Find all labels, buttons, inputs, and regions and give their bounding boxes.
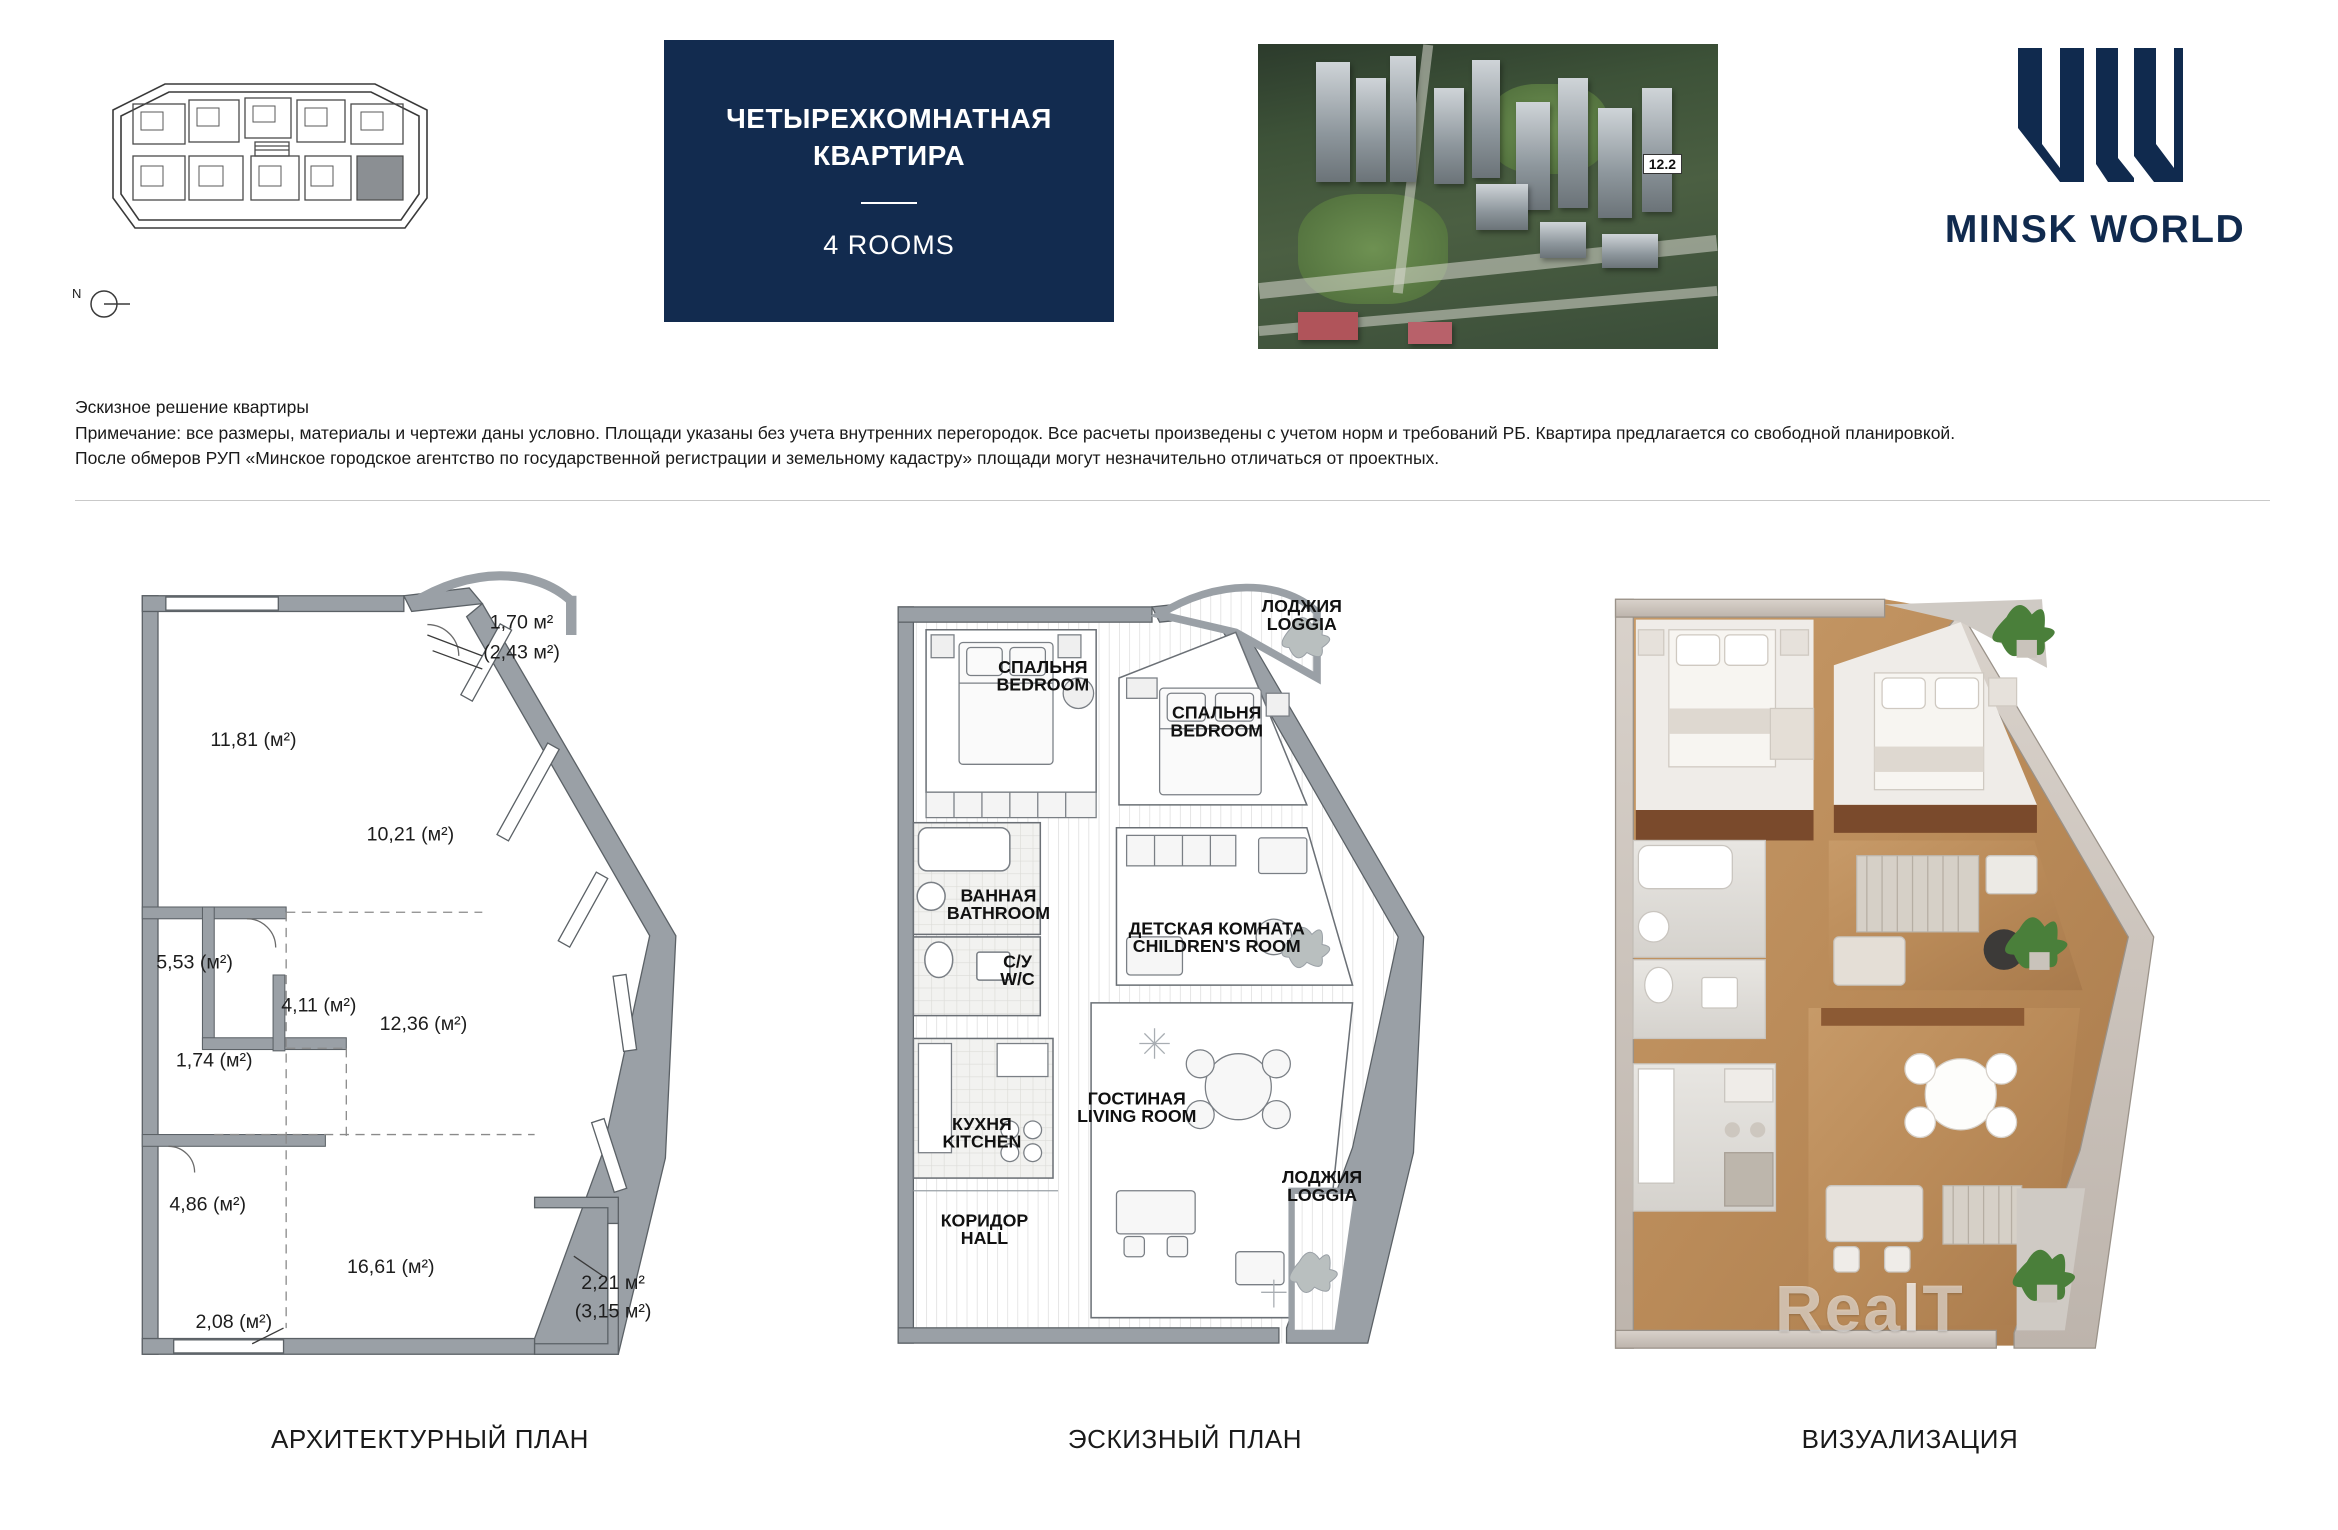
architectural-plan-drawing xyxy=(90,540,770,1410)
architectural-plan-panel xyxy=(90,540,770,1454)
room-label-bedroom-1-ru: СПАЛЬНЯ xyxy=(998,656,1088,677)
room-label-loggia-bottom-ru: ЛОДЖИЯ xyxy=(1281,1167,1363,1188)
visualization-panel xyxy=(1580,540,2240,1454)
watermark-text-right: T xyxy=(1922,1271,1965,1345)
room-label-loggia-top-ru: ЛОДЖИЯ xyxy=(1261,596,1342,616)
aerial-building-tag: 12.2 xyxy=(1643,154,1682,174)
plans-row xyxy=(0,540,2338,1454)
title-en: 4 ROOMS xyxy=(823,230,955,261)
room-label-kitchen-ru: КУХНЯ xyxy=(952,1113,1012,1134)
sketch-plan-drawing xyxy=(855,540,1515,1410)
watermark-text-dot: l xyxy=(1902,1271,1923,1345)
room-label-bathroom-en: BATHROOM xyxy=(946,903,1051,924)
mw-logo-icon xyxy=(2008,40,2183,190)
building-key-plan xyxy=(105,70,435,245)
apartment-title-box xyxy=(664,40,1114,322)
area-label-bedroom-2: 10,21 (м²) xyxy=(366,823,455,846)
north-arrow xyxy=(70,280,150,326)
room-label-hall-ru: КОРИДОР xyxy=(940,1210,1029,1231)
caption-visualization: ВИЗУАЛИЗАЦИЯ xyxy=(1801,1424,2019,1454)
room-label-kitchen-en: KITCHEN xyxy=(942,1131,1022,1152)
room-label-children-en: CHILDREN'S ROOM xyxy=(1132,936,1301,957)
area-label-bathroom: 5,53 (м²) xyxy=(156,951,233,974)
room-label-living-en: LIVING ROOM xyxy=(1077,1106,1197,1127)
title-separator xyxy=(861,202,917,204)
room-label-bathroom-ru: ВАННАЯ xyxy=(960,885,1037,906)
room-label-loggia-top-en: LOGGIA xyxy=(1266,613,1337,634)
sketch-plan-panel xyxy=(855,540,1515,1454)
header-divider xyxy=(75,500,2270,501)
area-label-wc: 1,74 (м²) xyxy=(175,1049,253,1072)
area-label-children-room: 12,36 (м²) xyxy=(379,1012,468,1035)
room-label-hall-en: HALL xyxy=(960,1228,1009,1249)
area-label-loggia-top: 1,70 м² xyxy=(489,611,554,634)
aerial-district-photo xyxy=(1258,44,1718,349)
room-label-living-ru: ГОСТИНАЯ xyxy=(1087,1088,1186,1109)
area-label-loggia-bottom-total: (3,15 м²) xyxy=(574,1300,652,1323)
title-ru-line1: ЧЕТЫРЕХКОМНАТНАЯ xyxy=(726,102,1052,134)
room-label-bedroom-2-ru: СПАЛЬНЯ xyxy=(1172,702,1262,723)
brand-name: MINSK WORLD xyxy=(1944,208,2246,251)
note-line-2: После обмеров РУП «Минское городское агентство по государственной регистрации и земельному кадастру» площади могут незначительно отличаться от проектных. xyxy=(75,448,1440,469)
room-label-children-ru: ДЕТСКАЯ КОМНАТА xyxy=(1128,918,1305,939)
area-label-loggia-top-total: (2,43 м²) xyxy=(483,641,560,664)
visualization-render xyxy=(1580,540,2240,1410)
room-label-wc-ru: С/У xyxy=(1003,951,1032,972)
room-label-loggia-bottom-en: LOGGIA xyxy=(1287,1184,1358,1205)
header xyxy=(0,0,2338,360)
north-label: N xyxy=(72,286,82,301)
room-label-bedroom-2-en: BEDROOM xyxy=(1170,720,1264,741)
note-title: Эскизное решение квартиры xyxy=(75,397,309,417)
area-label-corridor-inner: 4,11 (м²) xyxy=(281,994,357,1017)
disclaimer-note xyxy=(75,395,2265,472)
area-label-living-room: 16,61 (м²) xyxy=(346,1256,435,1279)
room-label-bedroom-1-en: BEDROOM xyxy=(996,674,1090,695)
room-label-wc-en: W/C xyxy=(1000,969,1035,990)
area-label-hall: 2,08 (м²) xyxy=(195,1311,273,1334)
area-label-bedroom-1: 11,81 (м²) xyxy=(210,729,297,752)
caption-sketch: ЭСКИЗНЫЙ ПЛАН xyxy=(1067,1424,1303,1454)
area-label-loggia-bottom: 2,21 м² xyxy=(581,1271,645,1294)
brand-block xyxy=(1930,40,2260,310)
caption-architectural: АРХИТЕКТУРНЫЙ ПЛАН xyxy=(270,1424,590,1454)
area-label-kitchen: 4,86 (м²) xyxy=(169,1193,247,1216)
watermark-text-left: Rea xyxy=(1775,1271,1903,1345)
note-line-1: Примечание: все размеры, материалы и чертежи даны условно. Площади указаны без учета внутренних перегородок. Все расчеты произведены с учетом норм и требований РБ. Квартира предлагается со свободной планировкой. xyxy=(75,422,1956,443)
title-ru-line2: КВАРТИРА xyxy=(812,139,966,171)
